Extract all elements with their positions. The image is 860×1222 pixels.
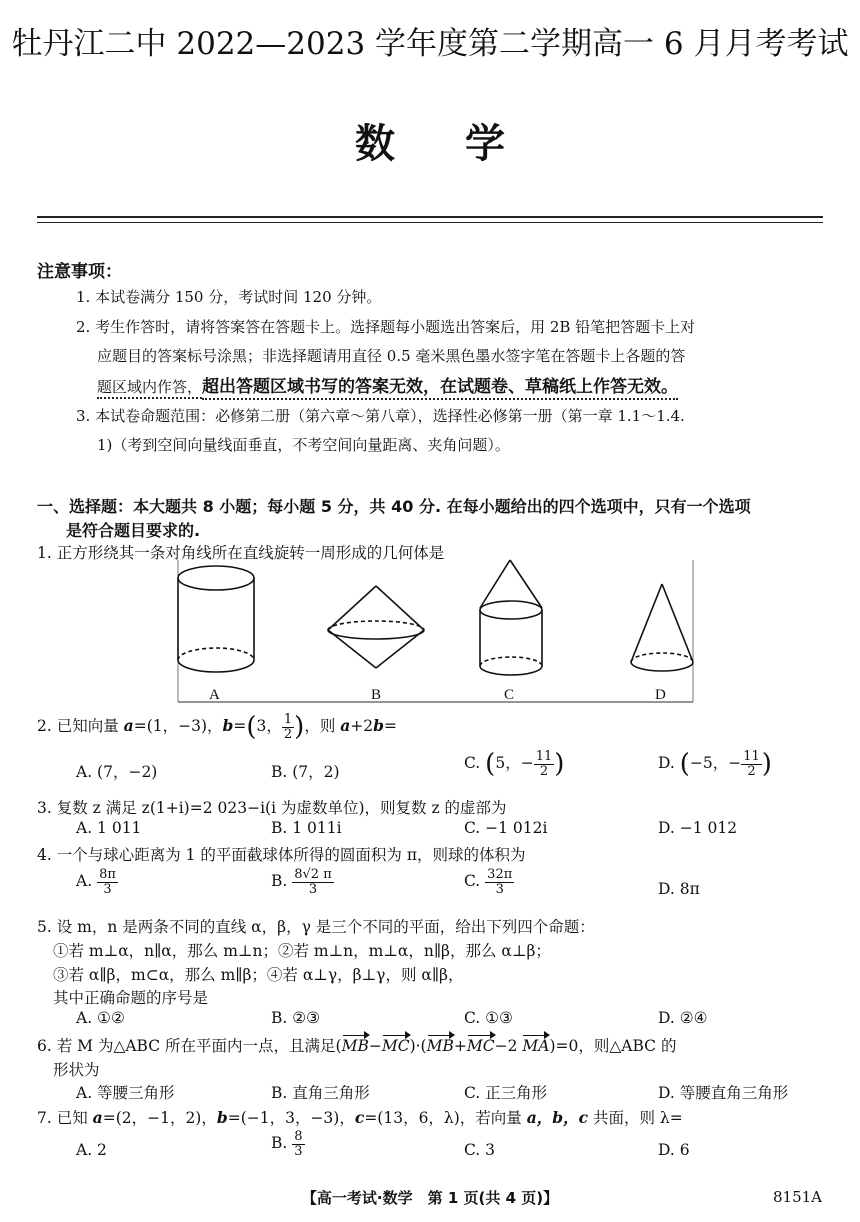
question-2-option-a: A. (7，−2)	[76, 763, 158, 781]
question-4-stem: 4. 一个与球心距离为 1 的平面截球体所得的圆面积为 π，则球的体积为	[37, 846, 526, 864]
question-6-option-b: B. 直角三角形	[271, 1084, 370, 1102]
question-2-option-d: D. (−5，− $\frac{11}{2}$ )	[658, 748, 772, 779]
section-heading-line-1: 一、选择题：本大题共 8 小题；每小题 5 分，共 40 分. 在每小题给出的四个选项中，只有一个选项	[37, 497, 751, 516]
question-6-stem: 6. 若 M 为△ABC 所在平面内一点，且满足(MB−MC)·(MB+MC−2 MA)=0，则△ABC 的	[37, 1037, 677, 1055]
page-footer: 【高一考试·数学 第 1 页(共 4 页)】	[301, 1189, 559, 1207]
question-5-option-b: B. ②③	[271, 1009, 321, 1027]
question-1-figure	[176, 558, 696, 708]
question-6-option-a: A. 等腰三角形	[76, 1084, 175, 1102]
question-7-option-d: D. 6	[658, 1141, 690, 1159]
question-2-option-b: B. (7，2)	[271, 763, 340, 781]
cone-shape	[631, 584, 693, 671]
question-3-option-c: C. −1 012i	[464, 819, 548, 837]
question-6-line-2: 形状为	[53, 1061, 100, 1079]
notice-item-3-line-1: 3. 本试卷命题范围：必修第二册（第六章～第八章），选择性必修第一册（第一章 1.1～1.4.	[76, 407, 685, 425]
question-1-stem: 1. 正方形绕其一条对角线所在直线旋转一周形成的几何体是	[37, 544, 445, 562]
question-7-option-c: C. 3	[464, 1141, 496, 1159]
question-7-option-a: A. 2	[76, 1141, 107, 1159]
header-rule-thick	[37, 216, 823, 218]
figure-label-d: D	[655, 687, 666, 703]
figure-label-a: A	[209, 687, 220, 703]
question-5-option-c: C. ①③	[464, 1009, 513, 1027]
question-6-option-c: C. 正三角形	[464, 1084, 548, 1102]
notice-item-2-emphasis: 超出答题区域书写的答案无效，在试题卷、草稿纸上作答无效。	[202, 377, 678, 400]
question-4-option-b: B. $\frac{8√2 \pi}{3}$	[271, 867, 332, 897]
question-4-option-d: D. 8π	[658, 880, 700, 898]
figure-label-b: B	[371, 687, 382, 703]
cone-on-cylinder-shape	[480, 560, 542, 675]
question-5-option-a: A. ①②	[76, 1009, 125, 1027]
question-7-stem: 7. 已知 a=(2，−1，2)，b=(−1，3，−3)，c=(13，6，λ)，若向量 a，b，c 共面，则 λ=	[37, 1108, 683, 1127]
question-3-stem: 3. 复数 z 满足 z(1+i)=2 023−i(i 为虚数单位)，则复数 z 的虚部为	[37, 799, 507, 817]
notice-item-2-line-3	[97, 372, 678, 397]
question-2-option-c: C. (5，− $\frac{11}{2}$ )	[464, 748, 565, 779]
question-3-option-a: A. 1 011	[76, 819, 142, 837]
question-6-option-d: D. 等腰直角三角形	[658, 1084, 789, 1102]
question-5-option-d: D. ②④	[658, 1009, 708, 1027]
subject-title: 数学	[355, 121, 575, 167]
notice-item-2-line-1: 2. 考生作答时，请将答案答在答题卡上。选择题每小题选出答案后，用 2B 铅笔把答题卡上对	[76, 318, 696, 336]
header-rule-thin	[37, 222, 823, 223]
double-cone-shape	[328, 586, 424, 668]
question-5-stem: 5. 设 m，n 是两条不同的直线 α，β，γ 是三个不同的平面，给出下列四个命题：	[37, 918, 595, 936]
question-7-option-b: B. $\frac{8}{3}$	[271, 1129, 303, 1159]
question-5-line-2: ①若 m⊥α，n∥α，那么 m⊥n；②若 m⊥n，m⊥α，n∥β，那么 α⊥β；	[53, 942, 551, 960]
notice-item-3-line-2: 1)（考到空间向量线面垂直，不考空间向量距离、夹角问题）。	[97, 436, 510, 454]
question-3-option-b: B. 1 011i	[271, 819, 342, 837]
cylinder-shape	[178, 566, 254, 672]
fraction: $\frac{1}{2}$	[283, 711, 293, 742]
question-4-option-a: A. $\frac{8\pi}{3}$	[76, 867, 116, 897]
question-4-option-c: C. $\frac{32\pi}{3}$	[464, 867, 513, 897]
section-heading-line-2: 是符合题目要求的.	[66, 521, 201, 540]
notice-item-2-plain: 题区域内作答，	[97, 378, 202, 399]
paper-code: 8151A	[773, 1188, 823, 1206]
solids-diagram	[176, 558, 696, 708]
question-5-line-3: ③若 α∥β，m⊂α，那么 m∥β；④若 α⊥γ，β⊥γ，则 α∥β，	[53, 966, 464, 984]
figure-label-c: C	[504, 687, 515, 703]
question-2-stem: 2. 已知向量 a=(1，−3)，b=(3， $\frac{1}{2}$ )，则 a+2b=	[37, 711, 397, 742]
notice-heading: 注意事项：	[37, 262, 122, 282]
notice-item-2-line-2: 应题目的答案标号涂黑；非选择题请用直径 0.5 毫米黑色墨水签字笔在答题卡上各题的答	[97, 347, 686, 365]
question-5-line-4: 其中正确命题的序号是	[53, 989, 209, 1007]
notice-item-1: 1. 本试卷满分 150 分，考试时间 120 分钟。	[76, 288, 382, 306]
exam-title: 牡丹江二中 2022—2023 学年度第二学期高一 6 月月考考试	[11, 26, 849, 62]
question-3-option-d: D. −1 012	[658, 819, 738, 837]
